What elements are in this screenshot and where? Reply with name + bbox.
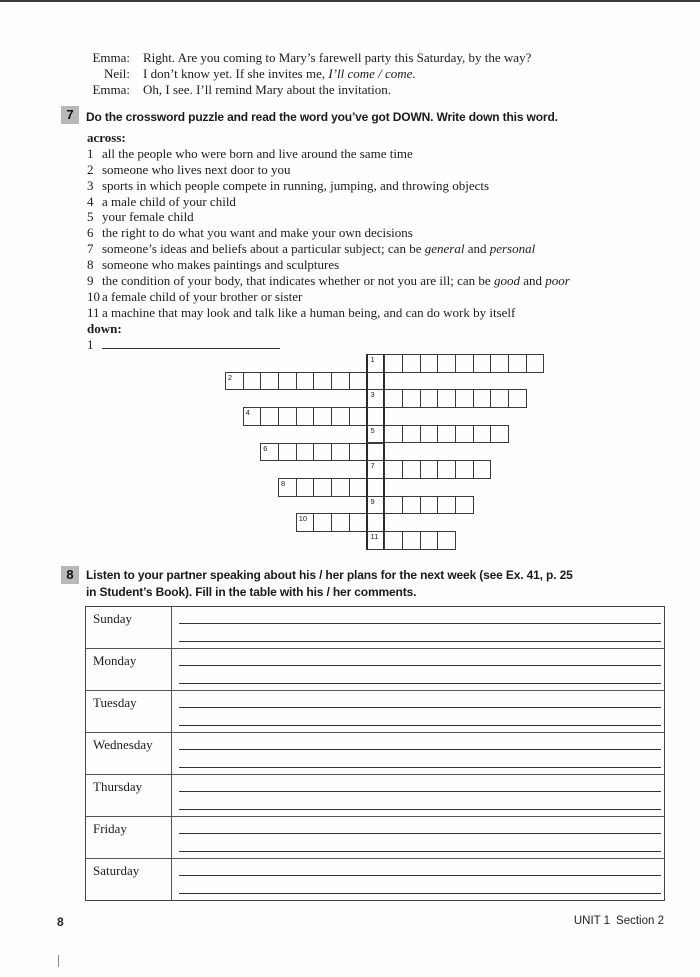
comment-cell: [172, 859, 664, 900]
dialogue-choice-italic[interactable]: I’ll come / come.: [328, 66, 416, 81]
clue-number: 2: [87, 161, 94, 177]
answer-line[interactable]: [179, 665, 661, 666]
crossword-cell[interactable]: [260, 443, 279, 462]
clue-item: [87, 178, 647, 194]
crossword-down-cell[interactable]: [366, 513, 385, 532]
down-answer-line[interactable]: [102, 337, 280, 349]
clue-emphasis: good: [493, 273, 520, 289]
crossword-cell[interactable]: [420, 460, 439, 479]
crossword-cell[interactable]: [402, 389, 421, 408]
exercise-number-badge: 8: [61, 566, 79, 584]
crossword-down-cell[interactable]: [366, 425, 385, 444]
dialogue-line: [80, 50, 640, 66]
crossword-cell[interactable]: [526, 354, 545, 373]
crossword-cell[interactable]: [402, 531, 421, 550]
clue-text: your female child: [102, 209, 194, 225]
clue-item: [87, 194, 647, 210]
crossword-cell[interactable]: [278, 443, 297, 462]
crossword-down-cell[interactable]: [366, 389, 385, 408]
crossword-cell[interactable]: [296, 513, 315, 532]
clue-number: 3: [87, 177, 94, 193]
clue-emphasis: general: [424, 241, 465, 257]
clue-emphasis: poor: [545, 273, 570, 289]
crossword-clues: [87, 130, 647, 352]
exercise-number-badge: 7: [61, 106, 79, 124]
crossword-cell[interactable]: [278, 372, 297, 391]
crossword-cell[interactable]: [437, 531, 456, 550]
crossword-cell[interactable]: [313, 513, 332, 532]
crossword-cell[interactable]: [455, 389, 474, 408]
crossword-cell[interactable]: [455, 354, 474, 373]
comment-cell: [172, 817, 664, 858]
crossword-cell[interactable]: [473, 460, 492, 479]
crossword-cell[interactable]: [296, 407, 315, 426]
clue-text: someone’s ideas and beliefs about a particular subject; can be: [102, 241, 425, 257]
crossword-cell[interactable]: [331, 443, 350, 462]
crossword-cell[interactable]: [420, 425, 439, 444]
comment-cell: [172, 733, 664, 774]
instruction-text: in Student’s Book). Fill in the table with his / her comments.: [86, 585, 417, 599]
comment-cell: [172, 775, 664, 816]
answer-line[interactable]: [179, 875, 661, 876]
crossword-down-cell[interactable]: [366, 372, 385, 391]
down-answer-row: [87, 337, 647, 353]
crossword-down-cell[interactable]: [366, 478, 385, 497]
crossword-cell[interactable]: [384, 531, 403, 550]
dialogue-text-plain: I don’t know yet. If she invites me,: [143, 66, 329, 81]
answer-line[interactable]: [179, 683, 661, 684]
table-row: [86, 691, 664, 733]
crossword-cell[interactable]: [260, 407, 279, 426]
crossword-cell[interactable]: [260, 372, 279, 391]
instruction-text: Do the crossword puzzle and read the word you’ve got DOWN. Write down this word.: [86, 110, 558, 124]
crossword-cell[interactable]: [331, 478, 350, 497]
clue-text: all the people who were born and live around the same time: [102, 145, 413, 161]
clue-item: [87, 162, 647, 178]
crossword-cell[interactable]: [508, 354, 527, 373]
crossword-cell[interactable]: [437, 425, 456, 444]
crossword-down-cell[interactable]: [366, 496, 385, 515]
page-number: 8: [57, 915, 64, 929]
crossword-cell[interactable]: [437, 354, 456, 373]
clue-text: a machine that may look and talk like a human being, and can do work by itself: [102, 304, 516, 320]
exercise-8-instruction: [86, 567, 573, 601]
crossword-cell[interactable]: [455, 425, 474, 444]
crossword-cell[interactable]: [402, 496, 421, 515]
crossword-cell[interactable]: [331, 372, 350, 391]
day-label: Thursday: [86, 775, 172, 816]
crossword-cell[interactable]: [296, 478, 315, 497]
crossword-cell[interactable]: [243, 372, 262, 391]
table-row: [86, 733, 664, 775]
crossword-clue-number: 4: [245, 408, 250, 418]
answer-line[interactable]: [179, 791, 661, 792]
crossword-clue-number: 6: [263, 443, 268, 453]
crossword-cell[interactable]: [402, 425, 421, 444]
crossword-cell[interactable]: [473, 389, 492, 408]
crossword-cell[interactable]: [278, 478, 297, 497]
crossword-clue-number: 7: [370, 461, 375, 471]
answer-line[interactable]: [179, 851, 661, 852]
crossword-cell[interactable]: [384, 496, 403, 515]
clue-item: [87, 209, 647, 225]
answer-line[interactable]: [179, 641, 661, 642]
clue-number: 4: [87, 193, 94, 209]
dialogue-line: [80, 82, 640, 98]
crossword-clue-number: 8: [280, 478, 286, 488]
day-label: Monday: [86, 649, 172, 690]
crossword-cell[interactable]: [473, 354, 492, 373]
day-label: Saturday: [86, 859, 172, 900]
comment-cell: [172, 649, 664, 690]
clue-number: 9: [87, 273, 94, 289]
crossword-cell[interactable]: [331, 407, 350, 426]
answer-line[interactable]: [179, 749, 661, 750]
crossword-grid: [225, 354, 547, 552]
crossword-clue-number: 2: [227, 372, 233, 382]
clue-text: someone who makes paintings and sculptures: [102, 257, 340, 273]
table-row: [86, 607, 664, 649]
clue-number: 8: [87, 257, 94, 273]
day-label: Friday: [86, 817, 172, 858]
clue-number: 5: [87, 209, 94, 225]
crossword-clue-number: 1: [370, 355, 375, 364]
crossword-cell[interactable]: [243, 407, 262, 426]
clue-text: a female child of your brother or sister: [102, 288, 303, 304]
clue-text: a male child of your child: [102, 193, 236, 209]
comment-cell: [172, 607, 664, 648]
weekly-plans-table: [85, 606, 665, 901]
clue-text: someone who lives next door to you: [102, 161, 291, 177]
answer-line[interactable]: [179, 833, 661, 834]
dialogue-text: [143, 66, 416, 82]
crossword-cell[interactable]: [455, 460, 474, 479]
across-label: across:: [87, 130, 126, 145]
crossword-cell[interactable]: [384, 389, 403, 408]
crossword-down-cell[interactable]: [366, 460, 385, 479]
crossword-cell[interactable]: [349, 513, 368, 532]
crossword-cell[interactable]: [331, 513, 350, 532]
clue-item: [87, 241, 647, 257]
clue-text: and: [464, 241, 490, 257]
top-edge-rule: [0, 0, 700, 2]
down-label: down:: [87, 320, 122, 336]
clue-text: the right to do what you want and make your own decisions: [102, 225, 413, 241]
table-row: [86, 649, 664, 691]
crossword-cell[interactable]: [437, 460, 456, 479]
answer-line[interactable]: [179, 623, 661, 624]
clue-emphasis: personal: [489, 241, 536, 257]
crossword-down-cell[interactable]: [366, 443, 385, 462]
crossword-cell[interactable]: [508, 389, 527, 408]
crossword-cell[interactable]: [349, 443, 368, 462]
dialogue-text: Oh, I see. I’ll remind Mary about the invitation.: [143, 82, 392, 97]
crossword-down-cell[interactable]: [366, 531, 385, 550]
crossword-cell[interactable]: [437, 389, 456, 408]
margin-mark: [58, 955, 59, 967]
crossword-clue-number: 3: [370, 390, 375, 400]
crossword-cell[interactable]: [490, 389, 509, 408]
crossword-cell[interactable]: [278, 407, 297, 426]
day-label: Tuesday: [86, 691, 172, 732]
crossword-cell[interactable]: [455, 496, 474, 515]
dialogue-text: Right. Are you coming to Mary’s farewell party this Saturday, by the way?: [143, 50, 532, 65]
clue-item: [87, 225, 647, 241]
answer-line[interactable]: [179, 809, 661, 810]
comment-cell: [172, 691, 664, 732]
footer-unit: UNIT 1: [573, 915, 611, 927]
table-row: [86, 859, 664, 900]
crossword-cell[interactable]: [420, 496, 439, 515]
crossword-clue-number: 5: [370, 425, 375, 435]
clue-text: the condition of your body, that indicates whether or not you are ill; can be: [102, 273, 494, 289]
answer-line[interactable]: [179, 725, 661, 726]
crossword-cell[interactable]: [313, 478, 332, 497]
crossword-cell[interactable]: [313, 407, 332, 426]
crossword-cell[interactable]: [420, 531, 439, 550]
crossword-cell[interactable]: [349, 407, 368, 426]
crossword-cell[interactable]: [313, 372, 332, 391]
crossword-cell[interactable]: [420, 354, 439, 373]
speaker-name: Emma:: [92, 50, 130, 65]
dialogue-line: [80, 66, 640, 82]
crossword-down-cell[interactable]: [366, 354, 385, 373]
clue-number: 10: [87, 288, 100, 304]
crossword-cell[interactable]: [490, 425, 509, 444]
clue-item: [87, 273, 647, 289]
footer-section: Section 2: [616, 915, 664, 927]
speaker-name: Neil:: [104, 66, 130, 81]
clue-text: and: [519, 273, 546, 289]
crossword-cell[interactable]: [490, 354, 509, 373]
dialogue: [80, 50, 640, 98]
speaker-name: Emma:: [92, 82, 130, 97]
crossword-cell[interactable]: [225, 372, 244, 391]
day-label: Wednesday: [86, 733, 172, 774]
crossword-clue-number: 9: [370, 496, 375, 506]
answer-line[interactable]: [179, 893, 661, 894]
table-row: [86, 775, 664, 817]
crossword-cell[interactable]: [473, 425, 492, 444]
crossword-cell[interactable]: [437, 496, 456, 515]
crossword-cell[interactable]: [349, 372, 368, 391]
crossword-cell[interactable]: [296, 372, 315, 391]
instruction-text: Listen to your partner speaking about his / her plans for the next week (see Ex. 41, p. 25: [86, 568, 573, 582]
clue-item: [87, 257, 647, 273]
clue-item: [87, 289, 647, 305]
crossword-cell[interactable]: [384, 425, 403, 444]
crossword-cell[interactable]: [384, 354, 403, 373]
clue-number: 11: [87, 304, 100, 320]
clue-text: sports in which people compete in running, jumping, and throwing objects: [102, 177, 490, 193]
crossword-clue-number: 10: [298, 514, 308, 524]
clue-number: 7: [87, 241, 94, 257]
crossword-down-cell[interactable]: [366, 407, 385, 426]
answer-line[interactable]: [179, 767, 661, 768]
crossword-cell[interactable]: [420, 389, 439, 408]
clue-item: [87, 305, 647, 321]
answer-line[interactable]: [179, 707, 661, 708]
footer-unit-section: [574, 915, 664, 927]
clue-number: 1: [87, 145, 94, 161]
crossword-cell[interactable]: [402, 354, 421, 373]
day-label: Sunday: [86, 607, 172, 648]
crossword-cell[interactable]: [296, 443, 315, 462]
clue-item: [87, 146, 647, 162]
crossword-cell[interactable]: [402, 460, 421, 479]
crossword-clue-number: 11: [370, 532, 379, 541]
crossword-cell[interactable]: [384, 460, 403, 479]
table-row: [86, 817, 664, 859]
exercise-7-instruction: [86, 109, 558, 126]
clue-number: 1: [87, 336, 94, 352]
clue-number: 6: [87, 225, 94, 241]
crossword-cell[interactable]: [349, 478, 368, 497]
crossword-cell[interactable]: [313, 443, 332, 462]
